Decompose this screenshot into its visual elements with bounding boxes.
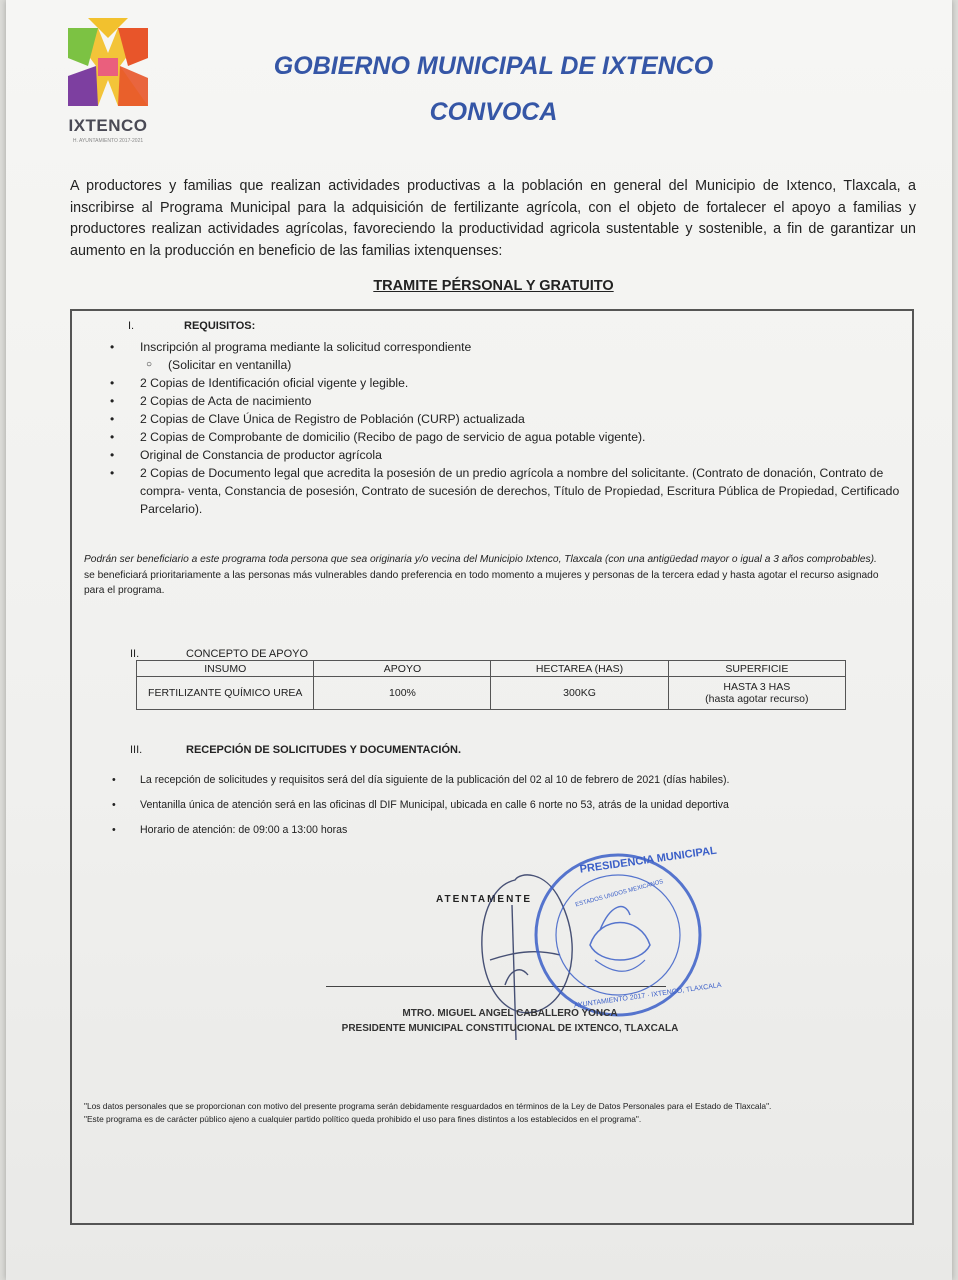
- list-item: • Horario de atención: de 09:00 a 13:00 horas: [112, 824, 902, 849]
- list-item: • 2 Copias de Comprobante de domicilio (Recibo de pago de servicio de agua potable vigente).: [110, 428, 900, 446]
- section2-title: CONCEPTO DE APOYO: [186, 648, 309, 660]
- seal-bottom-text: AYUNTAMIENTO 2017 · IXTENCO, TLAXCALA: [573, 981, 722, 1010]
- intro-paragraph: A productores y familias que realizan actividades productivas a la población en general del Municipio de Ixtenco, Tlaxcala, a inscribirse al Programa Municipal para la adquisición de fertilizante agrícola, con el objeto de fortalecer el apoyo a familias y productores realizan actividades agrícolas, favoreciendo la productividad agricola sustentable y sostenible, a fin de garantizar un aumento en la producción en beneficio de las familias ixtenquenses:: [70, 178, 916, 259]
- section1-number: I.: [128, 320, 135, 332]
- table-header: INSUMO: [137, 661, 314, 677]
- seal-subtext: ESTADOS UNIDOS MEXICANOS: [574, 879, 665, 909]
- list-item: • Inscripción al programa mediante la solicitud correspondiente: [110, 338, 900, 356]
- table-cell: 100%: [314, 677, 491, 710]
- list-item: • La recepción de solicitudes y requisitos será del día siguiente de la publicación del 02 al 10 de febrero de 2021 (días habiles).: [112, 774, 902, 799]
- list-item: • 2 Copias de Identificación oficial vigente y legible.: [110, 374, 900, 392]
- table-header: HECTAREA (HAS): [491, 661, 668, 677]
- seal-text: PRESIDENCIA MUNICIPAL: [578, 844, 718, 876]
- surface-value: HASTA 3 HAS: [723, 681, 791, 693]
- table-cell: 300KG: [491, 677, 668, 710]
- notice-italic: Podrán ser beneficiario a este programa toda persona que sea originaria y/o vecina del Municipio Ixtenco, Tlaxcala (con una antigüedad mayor o igual a 3 años comprobables).: [84, 554, 877, 565]
- list-item: • 2 Copias de Acta de nacimiento: [110, 392, 900, 410]
- section2-number: II.: [130, 648, 140, 660]
- closing-text: ATENTAMENTE: [436, 894, 533, 905]
- page-subtitle: CONVOCA: [429, 98, 558, 126]
- table-header: SUPERFICIE: [668, 661, 845, 677]
- table-header: APOYO: [314, 661, 491, 677]
- logo-subtext: H. AYUNTAMIENTO 2017-2021: [72, 138, 144, 144]
- list-item: • 2 Copias de Clave Única de Registro de Población (CURP) actualizada: [110, 410, 900, 428]
- section1-title: REQUISITOS:: [184, 320, 256, 332]
- surface-note: (hasta agotar recurso): [705, 693, 809, 705]
- signer-block: [300, 1006, 720, 1036]
- table-cell: FERTILIZANTE QUÍMICO UREA: [137, 677, 314, 710]
- logo-text: IXTENCO: [68, 116, 148, 135]
- notice-text: se beneficiará prioritariamente a las personas más vulnerables dando preferencia en todo momento a mujeres y personas de la tercera edad y hasta agotar el recurso asignado para el programa.: [84, 569, 879, 596]
- list-item: • 2 Copias de Documento legal que acredita la posesión de un predio agrícola a nombre del solicitante. (Contrato de donación, Contrato de compra- venta, Constancia de posesión, Contrato de sucesión de derechos, Título de Propiedad, Escritura Pública de Propiedad, Certificado Parcelario).: [110, 464, 900, 518]
- footer-line: "Los datos personales que se proporcionan con motivo del presente programa serán debidamente resguardados en términos de la Ley de Datos Personales para el Estado de Tlaxcala".: [84, 1101, 772, 1111]
- list-subitem: ○ (Solicitar en ventanilla): [110, 356, 900, 374]
- section3-number: III.: [130, 744, 143, 756]
- tramite-heading: TRAMITE PÉRSONAL Y GRATUITO: [373, 278, 614, 294]
- page-title: GOBIERNO MUNICIPAL DE IXTENCO: [273, 52, 714, 80]
- signer-role: PRESIDENTE MUNICIPAL CONSTITUCIONAL DE IXTENCO, TLAXCALA: [341, 1023, 679, 1034]
- section3-title: RECEPCIÓN DE SOLICITUDES Y DOCUMENTACIÓN.: [186, 744, 462, 756]
- list-item: • Ventanilla única de atención será en las oficinas dl DIF Municipal, ubicada en calle 6 norte no 53, atrás de la unidad deportiva: [112, 799, 902, 824]
- legal-footer: [84, 1100, 900, 1126]
- signer-name: MTRO. MIGUEL ANGEL CABALLERO YONCA: [402, 1008, 618, 1019]
- footer-line: "Este programa es de carácter público ajeno a cualquier partido político queda prohibido el uso para fines distintos a los establecidos en el programa".: [84, 1114, 642, 1124]
- list-item: • Original de Constancia de productor agrícola: [110, 446, 900, 464]
